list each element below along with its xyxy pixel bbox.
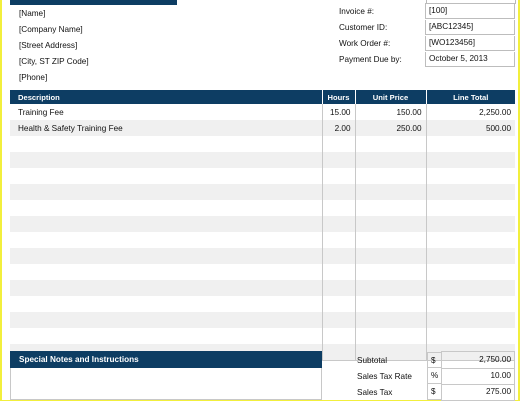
table-row [10, 136, 515, 152]
line-total-cell[interactable] [426, 168, 515, 184]
currency-symbol: $ [427, 384, 441, 400]
line-items-table [10, 90, 515, 361]
hours-cell[interactable]: 15.00 [322, 104, 355, 120]
table-row [10, 312, 515, 328]
sales-tax-value: 275.00 [441, 384, 515, 401]
table-row [10, 248, 515, 264]
unit-price-cell[interactable] [355, 280, 426, 296]
line-total-cell[interactable] [426, 184, 515, 200]
table-row [10, 200, 515, 216]
totals-block [357, 352, 515, 400]
table-row [10, 232, 515, 248]
line-total-cell[interactable] [426, 280, 515, 296]
unit-price-cell[interactable] [355, 296, 426, 312]
description-cell[interactable] [10, 328, 322, 344]
invoice-number-field[interactable]: [100] [425, 3, 515, 19]
line-total-cell[interactable] [426, 264, 515, 280]
column-header-unit-price: Unit Price [355, 90, 426, 104]
unit-price-cell[interactable] [355, 328, 426, 344]
header-accent-bar [10, 0, 177, 5]
line-total-cell[interactable] [426, 136, 515, 152]
bill-to-street[interactable]: [Street Address] [19, 41, 78, 50]
description-cell[interactable] [10, 216, 322, 232]
payment-due-field[interactable]: October 5, 2013 [425, 52, 515, 67]
description-cell[interactable] [10, 312, 322, 328]
table-row [10, 328, 515, 344]
subtotal-row [357, 352, 515, 368]
description-cell[interactable]: Training Fee [18, 107, 64, 117]
subtotal-label: Subtotal [357, 355, 388, 365]
unit-price-cell[interactable]: 250.00 [355, 120, 426, 136]
hours-cell[interactable] [322, 168, 355, 184]
hours-cell[interactable] [322, 264, 355, 280]
description-cell[interactable] [10, 232, 322, 248]
meta-work-order [339, 35, 515, 51]
percent-symbol: % [427, 368, 441, 384]
table-header-row [10, 90, 515, 104]
description-cell[interactable] [10, 168, 322, 184]
line-total-cell[interactable] [426, 232, 515, 248]
description-cell[interactable] [10, 296, 322, 312]
meta-label: Work Order #: [339, 38, 391, 48]
hours-cell[interactable] [322, 296, 355, 312]
hours-cell[interactable] [322, 344, 355, 361]
table-row [10, 216, 515, 232]
line-total-cell[interactable] [426, 296, 515, 312]
sales-tax-label: Sales Tax [357, 387, 393, 397]
meta-customer-id [339, 19, 515, 35]
invoice-page [2, 0, 518, 400]
notes-header: Special Notes and Instructions [10, 351, 322, 368]
unit-price-cell[interactable] [355, 312, 426, 328]
meta-payment-due [339, 51, 515, 67]
description-cell[interactable]: Health & Safety Training Fee [10, 120, 322, 136]
hours-cell[interactable] [322, 184, 355, 200]
customer-id-field[interactable]: [ABC12345] [425, 20, 515, 35]
meta-label: Invoice #: [339, 6, 375, 16]
line-total-cell[interactable] [426, 152, 515, 168]
hours-cell[interactable] [322, 200, 355, 216]
unit-price-cell[interactable] [355, 232, 426, 248]
bill-to-name[interactable]: [Name] [19, 9, 46, 18]
meta-label: Payment Due by: [339, 54, 402, 64]
table-row [10, 280, 515, 296]
line-total-cell[interactable]: 2,250.00 [426, 104, 515, 120]
meta-invoice-number [339, 3, 515, 19]
unit-price-cell[interactable] [355, 264, 426, 280]
bill-to-city[interactable]: [City, ST ZIP Code] [19, 57, 89, 66]
bill-to-block [19, 6, 89, 86]
line-total-cell[interactable] [426, 200, 515, 216]
table-row [10, 168, 515, 184]
unit-price-cell[interactable] [355, 184, 426, 200]
table-row [10, 296, 515, 312]
table-row [10, 264, 515, 280]
hours-cell[interactable]: 2.00 [322, 120, 355, 136]
table-row [10, 184, 515, 200]
column-header-hours: Hours [322, 90, 355, 104]
unit-price-cell[interactable] [355, 136, 426, 152]
line-items-body [10, 104, 515, 361]
description-cell[interactable] [10, 152, 322, 168]
meta-label: Customer ID: [339, 22, 388, 32]
hours-cell[interactable] [322, 152, 355, 168]
description-cell[interactable] [10, 184, 322, 200]
description-cell[interactable] [10, 248, 322, 264]
column-header-description: Description [10, 90, 322, 104]
bill-to-company[interactable]: [Company Name] [19, 25, 83, 34]
hours-cell[interactable] [322, 248, 355, 264]
line-total-cell[interactable] [426, 248, 515, 264]
description-cell[interactable] [10, 264, 322, 280]
invoice-meta [339, 3, 515, 67]
work-order-field[interactable]: [WO123456] [425, 36, 515, 51]
line-total-cell[interactable] [426, 216, 515, 232]
tax-rate-field[interactable]: 10.00 [441, 368, 515, 385]
table-row [10, 104, 515, 120]
description-cell[interactable] [10, 200, 322, 216]
sales-tax-row [357, 384, 515, 400]
hours-cell[interactable] [322, 136, 355, 152]
line-total-cell[interactable] [426, 312, 515, 328]
notes-field[interactable] [10, 368, 322, 400]
tax-rate-label: Sales Tax Rate [357, 371, 412, 381]
table-row [10, 152, 515, 168]
unit-price-cell[interactable] [355, 168, 426, 184]
hours-cell[interactable] [322, 328, 355, 344]
hours-cell[interactable] [322, 216, 355, 232]
description-cell[interactable] [10, 136, 322, 152]
unit-price-cell[interactable] [355, 200, 426, 216]
column-header-line-total: Line Total [426, 90, 515, 104]
unit-price-cell[interactable] [355, 216, 426, 232]
unit-price-cell[interactable] [355, 152, 426, 168]
unit-price-cell[interactable] [355, 248, 426, 264]
line-total-cell[interactable] [426, 328, 515, 344]
line-total-cell[interactable]: 500.00 [426, 120, 515, 136]
currency-symbol: $ [427, 352, 441, 368]
unit-price-cell[interactable]: 150.00 [355, 104, 426, 120]
description-cell[interactable] [10, 280, 322, 296]
tax-rate-row [357, 368, 515, 384]
subtotal-value: 2,750.00 [441, 351, 515, 369]
hours-cell[interactable] [322, 280, 355, 296]
hours-cell[interactable] [322, 312, 355, 328]
bill-to-phone[interactable]: [Phone] [19, 73, 48, 82]
table-row [10, 120, 515, 136]
hours-cell[interactable] [322, 232, 355, 248]
